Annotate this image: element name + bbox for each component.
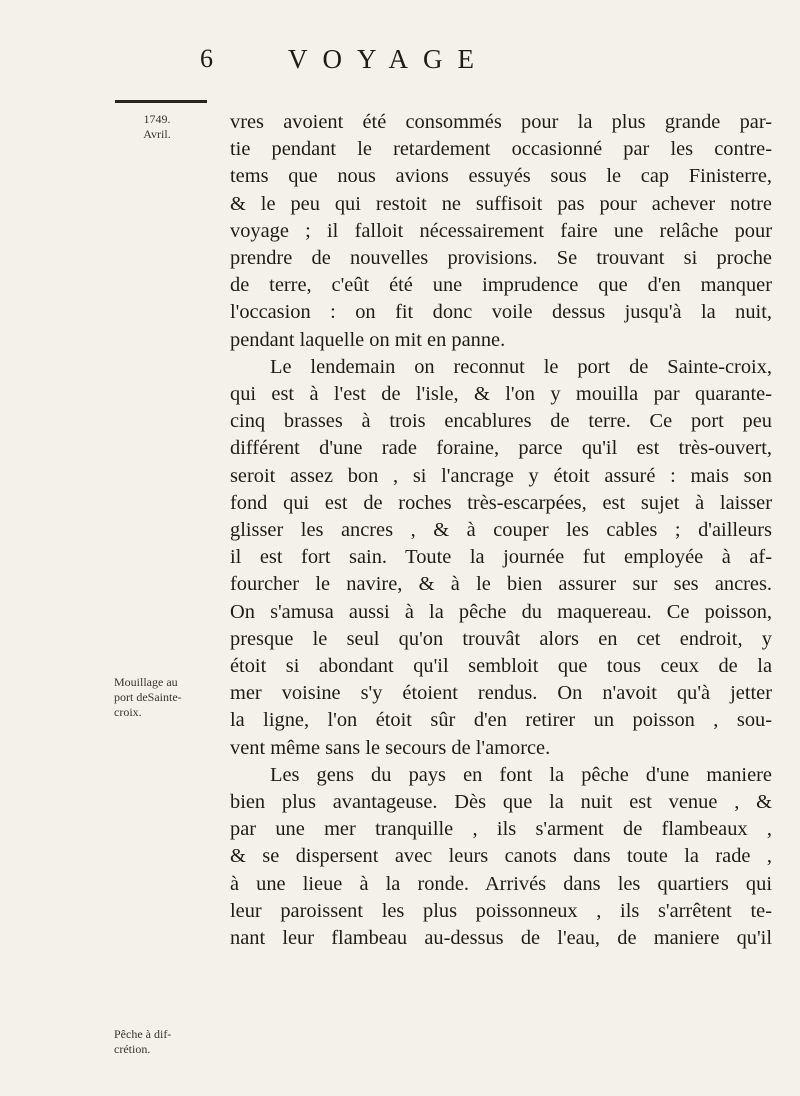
text-line: tems que nous avions essuyés sous le cap Finisterre, xyxy=(230,165,772,188)
margin-note-mouillage xyxy=(114,675,182,720)
text-line: vent même sans le secours de l'amorce. xyxy=(230,736,551,759)
text-line: vres avoient été consommés pour la plus grande par- xyxy=(230,111,772,133)
margin-note-month: Avril. xyxy=(143,127,171,141)
margin-note-line: port deSainte- xyxy=(114,690,182,704)
margin-note-line: croix. xyxy=(114,705,142,719)
text-line: voyage ; il falloit nécessairement faire une relâche pour xyxy=(230,219,772,242)
text-line: à une lieue à la ronde. Arrivés dans les quartiers qui xyxy=(230,872,772,895)
text-line: il est fort sain. Toute la journée fut employée à af- xyxy=(230,546,772,569)
text-line: Le lendemain on reconnut le port de Sainte-croix, xyxy=(270,355,772,378)
page-header xyxy=(0,40,800,90)
text-line: bien plus avantageuse. Dès que la nuit est venue , & xyxy=(230,791,772,814)
text-line: par une mer tranquille , ils s'arment de flambeaux , xyxy=(230,818,772,841)
text-line: glisser les ancres , & à couper les cables ; d'ailleurs xyxy=(230,519,772,542)
text-line: presque le seul qu'on trouvât alors en cet endroit, y xyxy=(230,627,772,650)
page-number: 6 xyxy=(200,44,213,73)
text-line: cinq brasses à trois encablures de terre. Ce port peu xyxy=(230,410,772,433)
text-line: mer voisine s'y étoient rendus. On n'avoit qu'à jetter xyxy=(230,682,772,705)
text-line: différent d'une rade foraine, parce qu'il est très-ouvert, xyxy=(230,437,772,460)
text-line: leur paroissent les plus poissonneux , ils s'arrêtent te- xyxy=(230,899,772,922)
running-title: VOYAGE xyxy=(288,44,489,74)
text-line: pendant laquelle on mit en panne. xyxy=(230,328,506,351)
margin-note-line: Pêche à dif- xyxy=(114,1027,172,1041)
text-line: nant leur flambeau au-dessus de l'eau, de maniere qu'il xyxy=(230,927,772,950)
header-rule xyxy=(115,100,207,103)
text-line: tie pendant le retardement occasionné par les contre- xyxy=(230,138,772,161)
margin-note-peche xyxy=(114,1027,171,1057)
body-text xyxy=(230,109,772,952)
text-line: qui est à l'est de l'isle, & l'on y mouilla par quarante- xyxy=(230,383,772,406)
text-line: l'occasion : on fit donc voile dessus jusqu'à la nuit, xyxy=(230,301,772,324)
text-line: Les gens du pays en font la pêche d'une maniere xyxy=(270,763,772,786)
margin-note-line: Mouillage au xyxy=(114,675,178,689)
text-line: de terre, c'eût été une imprudence que d'en manquer xyxy=(230,274,772,297)
margin-note-year: 1749. xyxy=(143,112,171,126)
text-line: & se dispersent avec leurs canots dans toute la rade , xyxy=(230,845,772,868)
text-line: fond qui est de roches très-escarpées, est sujet à laisser xyxy=(230,491,772,514)
text-line: seroit assez bon , si l'ancrage y étoit assuré : mais son xyxy=(230,464,772,487)
text-line: & le peu qui restoit ne suffisoit pas pour achever notre xyxy=(230,192,772,215)
text-line: fourcher le navire, & à le bien assurer sur ses ancres. xyxy=(230,573,772,596)
text-line: On s'amusa aussi à la pêche du maquereau. Ce poisson, xyxy=(230,600,772,623)
margin-note-date xyxy=(116,112,198,142)
text-line: la ligne, l'on étoit sûr d'en retirer un poisson , sou- xyxy=(230,709,772,732)
margin-note-line: crétion. xyxy=(114,1042,151,1056)
text-line: étoit si abondant qu'il sembloit que tous ceux de la xyxy=(230,655,772,678)
text-line: prendre de nouvelles provisions. Se trouvant si proche xyxy=(230,247,772,270)
